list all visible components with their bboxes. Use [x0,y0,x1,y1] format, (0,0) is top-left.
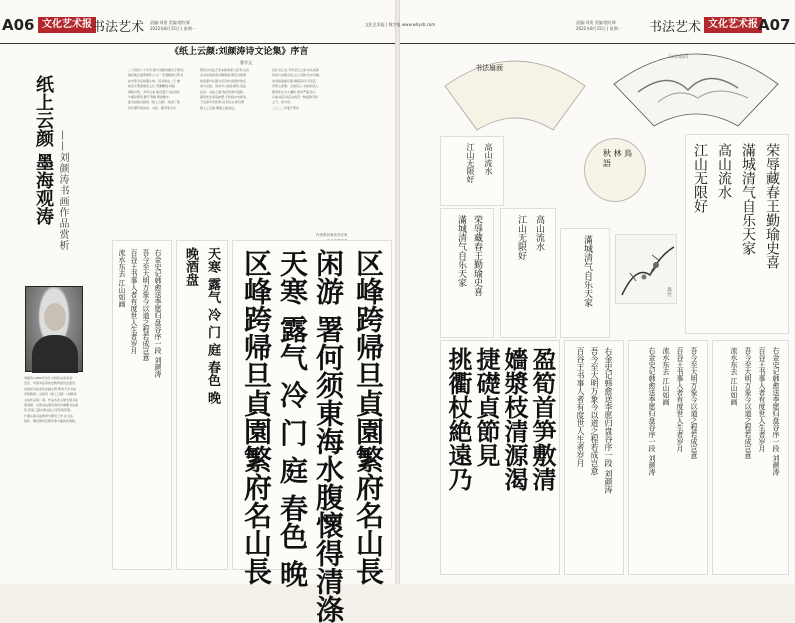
calligraphy-text: 捷礎貞節見 [472,347,501,467]
main-title: 纸上云颜 墨海观涛 [33,75,54,226]
header-meta [576,20,622,32]
left-header [0,14,395,44]
calligraphy-text: 盈筍首笋敷清 [528,347,557,491]
text-line: 收宋元明清诸家之长,笔墨精到,风格 [128,84,175,89]
page-number: A06 [2,16,35,34]
calligraphy-text: 百谷王书事人者有度世人生者岁月 [576,347,585,467]
calligraphy-text: 右金史记韩愈送李愿归盘谷序一段 刘颜涛 [604,347,613,494]
artwork-large-clerical [232,240,392,623]
painting-caption: 墨竹 [666,287,672,297]
calligraphy-text: 高山流水 [484,143,493,175]
text-line: 之气。是为序。 [272,100,294,105]
calligraphy-text: 流水东去 江山如画 [730,347,738,406]
calligraphy-text: 区峰跨帰旦貞園繁府名山長 [240,249,273,585]
calligraphy-text: 右金史记韩愈送李愿归盘谷序一段 刘颜涛 [772,347,780,476]
sub-title: ——刘颜涛书画作品赏析 [57,130,68,251]
author-bio [24,376,104,425]
text-line: 其论书之文,不作空泛之谈,多从具体 [272,68,319,72]
text-line: 纸上之云颜,墨海之波涛也。 [200,105,237,110]
artwork-scroll-running [112,240,172,570]
bio-line: 刘颜涛,1962年出生,中国书法家协会 [24,376,73,380]
calligraphy-text: 滿城清气自乐天家 [582,235,592,307]
text-line: 此次结集出版的《纸上云颜》,收录了他 [128,100,180,105]
calligraphy-text: 吾今至大明万象今以道之程若成岂意 [690,347,698,459]
text-line: 清新自然。多年以来,他沉潜于书法创作 [128,89,180,94]
artwork-scroll-clerical [176,240,228,570]
text-line: 对书坛现象的冷静观察;既有对前贤 [200,73,247,78]
section-title: 书法艺术 [649,20,702,35]
article-title: 《纸上云颜:刘颜涛诗文论集》序言 [170,47,309,57]
article-column [128,68,194,111]
text-line: 既有对书法艺术本体的深入思考,也有 [200,68,249,72]
bio-line: 览,获第三届中国书法兰亭奖等奖项。 [24,408,73,413]
bio-line: 篆刻展、全国书法展及国内外重要书法展 [24,403,79,408]
calligraphy-text: 高山流水 [716,143,732,199]
artwork-bottom-small-a [628,340,708,575]
calligraphy-text: 吾今至大明万象今以道之程若成岂意 [142,249,150,361]
artwork-fan-landscape [608,40,784,128]
bio-line: 会员、中国书法家协会教育委员会委员, [24,381,76,386]
text-line: 省与总结。读来令人如沐春风,受益 [200,84,246,89]
text-line: 在中原书坛崭露头角。其书取法二王,兼 [128,78,180,83]
calligraphy-text: 闲游 署何须東海水腹懷得清涤 [312,249,345,623]
header-meta-line: 2022年8月15日 | 星期一 [576,26,622,31]
text-line: 良多。书法之道,贵在传承与创新。 [200,89,246,94]
bio-line: 创作、理论研究及教学等方面均有建树。 [24,419,79,424]
text-line: 学养之深厚。文如其人,书亦如其人, [272,84,319,89]
artwork-small-poem [440,136,504,206]
calligraphy-text: 滿城清气自乐天家 [456,215,466,287]
artwork-round-fan [584,138,646,202]
text-line: 二〇二二年夏于郑州 [272,105,300,110]
text-line: 以诚,故其书其文皆有一种温润平和 [272,95,318,100]
calligraphy-text: 晚酒盘 [183,247,198,286]
calligraphy-text: 滿城清气自乐天家 [740,143,756,255]
calligraphy-text: 右金史记韩愈送李愿归盘谷序一段 刘颜涛 [154,249,162,378]
text-line: 彼时他正值青春年少,以一手清雅的行草书 [128,73,183,78]
artwork-scroll-a [440,208,494,338]
page-number: A07 [758,16,791,34]
artwork-ink-painting [615,234,677,304]
bio-line: 学院教授。出版有《纸上云颜》《刘颜涛 [24,392,77,397]
calligraphy-text: 流水东去 江山如画 [662,347,670,406]
calligraphy-text: 百谷王书事人者有度世人生者岁月 [676,347,684,452]
calligraphy-text: 右金史记韩愈送李愿归盘谷序一段 刘颜涛 [648,347,656,476]
text-line: 与理论研究,勤于笔耕,著述颇丰。 [128,95,172,100]
artwork-scroll-c [560,228,610,338]
left-page [0,0,395,623]
calligraphy-text: 高山流水 [534,215,544,251]
article-column [272,68,338,111]
brand-logo: 文化艺术报 [704,17,762,33]
text-line: 颜涛先生深谙此理,于传统中求新变, [200,95,247,100]
text-line: 颜涛先生为人谦和,治学严谨,待人 [272,89,316,94]
artwork-fan-calligraphy [435,46,595,136]
author-portrait [25,286,83,372]
calligraphy-text: 流水东去 江山如画 [118,249,126,308]
text-line: 二十世纪八十年代,我与刘颜涛相识于郑州。 [128,68,186,72]
bio-line: 长期从事书法教育与研究工作,在书法 [24,413,73,418]
text-line: 历年撰写的诗词、书论、随笔等文字, [128,105,177,110]
bio-line: 书法作品集》等。作品多次入展全国书法 [24,397,79,402]
signoff-line: 作者系河南省书法家 [316,233,348,237]
calligraphy-text: 吾今至大明万象今以道之程若成岂意 [590,347,599,475]
calligraphy-text: 江山无限好 [516,215,526,260]
article-author: 曹学文 [240,60,252,65]
header-meta-line: 责编:刘贵 美编:殷红辉 [150,20,190,25]
calligraphy-text: 荣辱藏春王勤瑜史喜 [764,143,780,269]
bio-line: 河南省书法家协会副主席,郑州大学书法 [24,386,76,391]
brand-logo: 文化艺术报 [38,17,96,33]
calligraphy-text: 天寒 露气 冷 门 庭 春色 晚 [276,249,309,588]
calligraphy-text: 百谷王书事人者有度世人生者岁月 [130,249,138,354]
artwork-scroll-b [500,208,556,338]
text-line: 于法度中见性情,其书其文,皆可谓 [200,100,244,105]
artwork-bottom-running [564,340,624,575]
calligraphy-text: 秋 林 鳥 語 [603,149,633,168]
calligraphy-text: 挑衢杖絶遠乃 [444,347,473,491]
header-meta-line: 2022年8月15日 | 星期一 [150,26,196,31]
header-meta [150,20,196,32]
calligraphy-text: 天寒 露气 冷 门 庭 春色 晚 [205,247,220,405]
section-title: 书法艺术 [92,20,145,35]
calligraphy-text: 吾今至大明万象今以道之程若成岂意 [744,347,752,459]
calligraphy-text: 百谷王书事人者有度世人生者岁月 [758,347,766,452]
calligraphy-text: 区峰跨帰旦貞園繁府名山長 [352,249,385,585]
artwork-scroll-right [685,134,789,334]
calligraphy-text: 荣辱藏春王勤瑜史喜 [472,215,482,296]
text-line: 的追慕与礼赞,也有对自身创作的反 [200,78,246,83]
artwork-bottom-clerical [440,340,560,575]
fan-caption: 山水扇面 [668,54,689,60]
text-line: 作品与实践出发,言之有物,切中肯綮。 [272,73,322,78]
center-meta: 文化艺术报 | 数字报 www.whysb.com [364,22,436,27]
header-meta-line: 责编:刘贵 美编:殷红辉 [576,20,616,25]
artwork-bottom-small-b [712,340,789,575]
calligraphy-text: 书法扇面 [475,64,503,72]
article-column [200,68,266,111]
calligraphy-text: 嬙漿枝清源渴 [500,347,529,491]
calligraphy-text: 江山无限好 [466,143,475,183]
text-line: 诗词则清丽可诵,情真意切,可见其 [272,78,316,83]
calligraphy-text: 江山无限好 [692,143,708,213]
